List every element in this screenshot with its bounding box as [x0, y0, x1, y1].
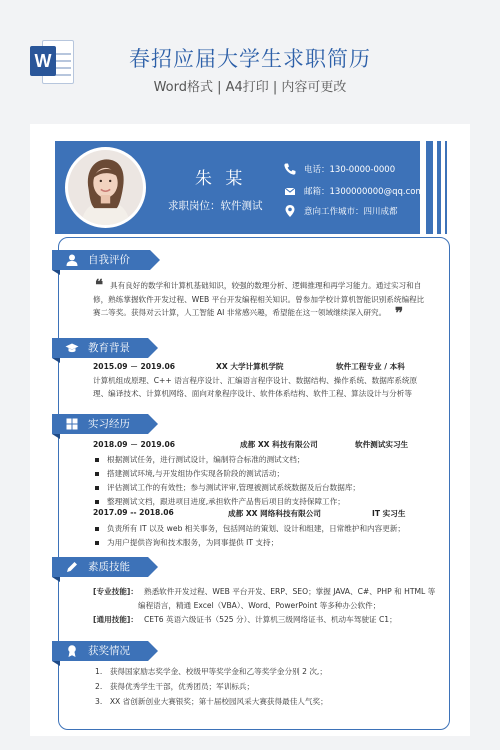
- header-stripe: [437, 141, 441, 234]
- windows-grid-icon: [65, 417, 79, 431]
- phone-text: 电话：130-0000-0000: [304, 165, 396, 175]
- phone-row: [283, 162, 395, 176]
- education-school: XX 大学计算机学院: [216, 362, 284, 371]
- close-quote-icon: ❞: [395, 304, 404, 322]
- bullet-square-icon: [95, 472, 99, 476]
- bullet-square-icon: [95, 486, 99, 490]
- education-courses-line: 理、编译技术、计算机网络、面向对象程序设计、软件体系结构、软件工程、算法设计与分析等: [93, 389, 412, 398]
- location-pin-icon: [283, 204, 297, 218]
- job-period: 2017.09 -- 2018.06: [93, 508, 174, 517]
- bullet-square-icon: [95, 541, 99, 545]
- city-row: [283, 204, 398, 218]
- education-major: 软件工程专业 / 本科: [336, 362, 405, 371]
- general-skills-line: CET6 英语六级证书（525 分）、计算机三级网络证书、机动车驾驶证 C1；: [144, 615, 397, 624]
- job-role: 软件测试实习生: [355, 440, 409, 449]
- email-row: [283, 184, 424, 198]
- avatar: [65, 147, 146, 228]
- bullet-square-icon: [95, 500, 99, 504]
- section-tab-experience: [52, 414, 148, 434]
- award-item: 3. XX 省创新创业大赛银奖；第十届校园风采大赛获得最佳人气奖；: [95, 697, 328, 706]
- section-title: 获奖情况: [88, 645, 130, 657]
- graduation-cap-icon: [65, 341, 79, 355]
- self-eval-line: 赛二等奖。获得对云计算，人工智能 AI 非常感兴趣，希望能在这一领域继续深入研究。: [93, 308, 387, 317]
- job-company: 成都 XX 科技有限公司: [240, 440, 318, 449]
- job-duty-item: 整理测试文档，跟进项目进度,承担软件产品售后项目的支持保障工作；: [95, 496, 345, 507]
- award-item: 2. 获得优秀学生干部，优秀团员；军训标兵；: [95, 682, 255, 691]
- bullet-square-icon: [95, 527, 99, 531]
- award-item: 1. 获得国家励志奖学金、校级甲等奖学金和乙等奖学金分别 2 次,；: [95, 667, 327, 676]
- job-role: IT 实习生: [372, 509, 406, 518]
- section-tab-skills: [52, 557, 148, 577]
- phone-icon: [283, 162, 297, 176]
- job-period: 2018.09 － 2019.06: [93, 440, 176, 449]
- section-title: 实习经历: [88, 418, 130, 430]
- resume-page: [30, 124, 470, 736]
- education-period: 2015.09 － 2019.06: [93, 362, 176, 371]
- self-eval-line: 具有良好的数学和计算机基础知识，较强的数理分析、逻辑推理和再学习能力。通过实习和自: [110, 281, 422, 290]
- job-company: 成都 XX 网络科技有限公司: [228, 509, 321, 518]
- education-courses-line: 计算机组成原理、C++ 语言程序设计、汇编语言程序设计、数据结构、操作系统、数据库系统原: [93, 376, 418, 385]
- job-duty-item: 负责所有 IT 以及 web 相关事务，包括网站的策划、设计和组建，日常维护和内容更新；: [95, 523, 405, 534]
- bullet-square-icon: [95, 458, 99, 462]
- section-title: 自我评价: [88, 254, 130, 266]
- general-skills-label: [通用技能]：: [93, 615, 138, 624]
- job-duty-item: 根据测试任务，进行测试设计，编制符合标准的测试文档；: [95, 454, 304, 465]
- candidate-name: 朱 某: [195, 169, 247, 189]
- section-tab-self-eval: [52, 250, 150, 270]
- section-title: 教育背景: [88, 342, 130, 354]
- banner-title: 春招应届大学生求职简历: [129, 47, 371, 71]
- top-banner: [0, 0, 500, 118]
- banner-subtitle: Word格式 | A4打印 | 内容可更改: [153, 80, 347, 95]
- user-icon: [65, 253, 79, 267]
- job-duty-item: 评估测试工作的有效性；参与测试评审,管理被测试系统数据及后台数据库；: [95, 482, 360, 493]
- word-icon-letter: W: [30, 46, 56, 76]
- pencil-icon: [65, 560, 79, 574]
- job-target: 求职岗位：软件测试: [168, 200, 263, 212]
- section-tab-education: [52, 338, 148, 358]
- job-duty-item: 为用户提供咨询和技术服务，为同事提供 IT 支持；: [95, 537, 278, 548]
- job-duty-item: 搭建测试环境,与开发组协作实现各阶段的测试活动；: [95, 468, 284, 479]
- mail-icon: [283, 184, 297, 198]
- pro-skills-line: 熟悉软件开发过程、WEB 平台开发、ERP、SEO；掌握 JAVA、C#、PHP 和 HTML 等: [144, 587, 436, 596]
- pro-skills-line: 编程语言，精通 Excel（VBA）、Word、PowerPoint 等多种办公软件；: [138, 601, 381, 610]
- section-tab-awards: [52, 641, 148, 661]
- open-quote-icon: ❝: [95, 276, 104, 294]
- section-title: 素质技能: [88, 561, 130, 573]
- pro-skills-label: [专业技能]：: [93, 587, 138, 596]
- badge-icon: [65, 644, 79, 658]
- header-stripe: [445, 141, 447, 234]
- city-text: 意向工作城市：四川成都: [304, 207, 398, 217]
- email-text: 邮箱：1300000000@qq.com: [304, 187, 424, 197]
- self-eval-line: 修，熟练掌握软件开发过程、WEB 平台开发编程相关知识。曾参加学校计算机智能识别系统编程比: [93, 294, 425, 304]
- header-stripe: [426, 141, 433, 234]
